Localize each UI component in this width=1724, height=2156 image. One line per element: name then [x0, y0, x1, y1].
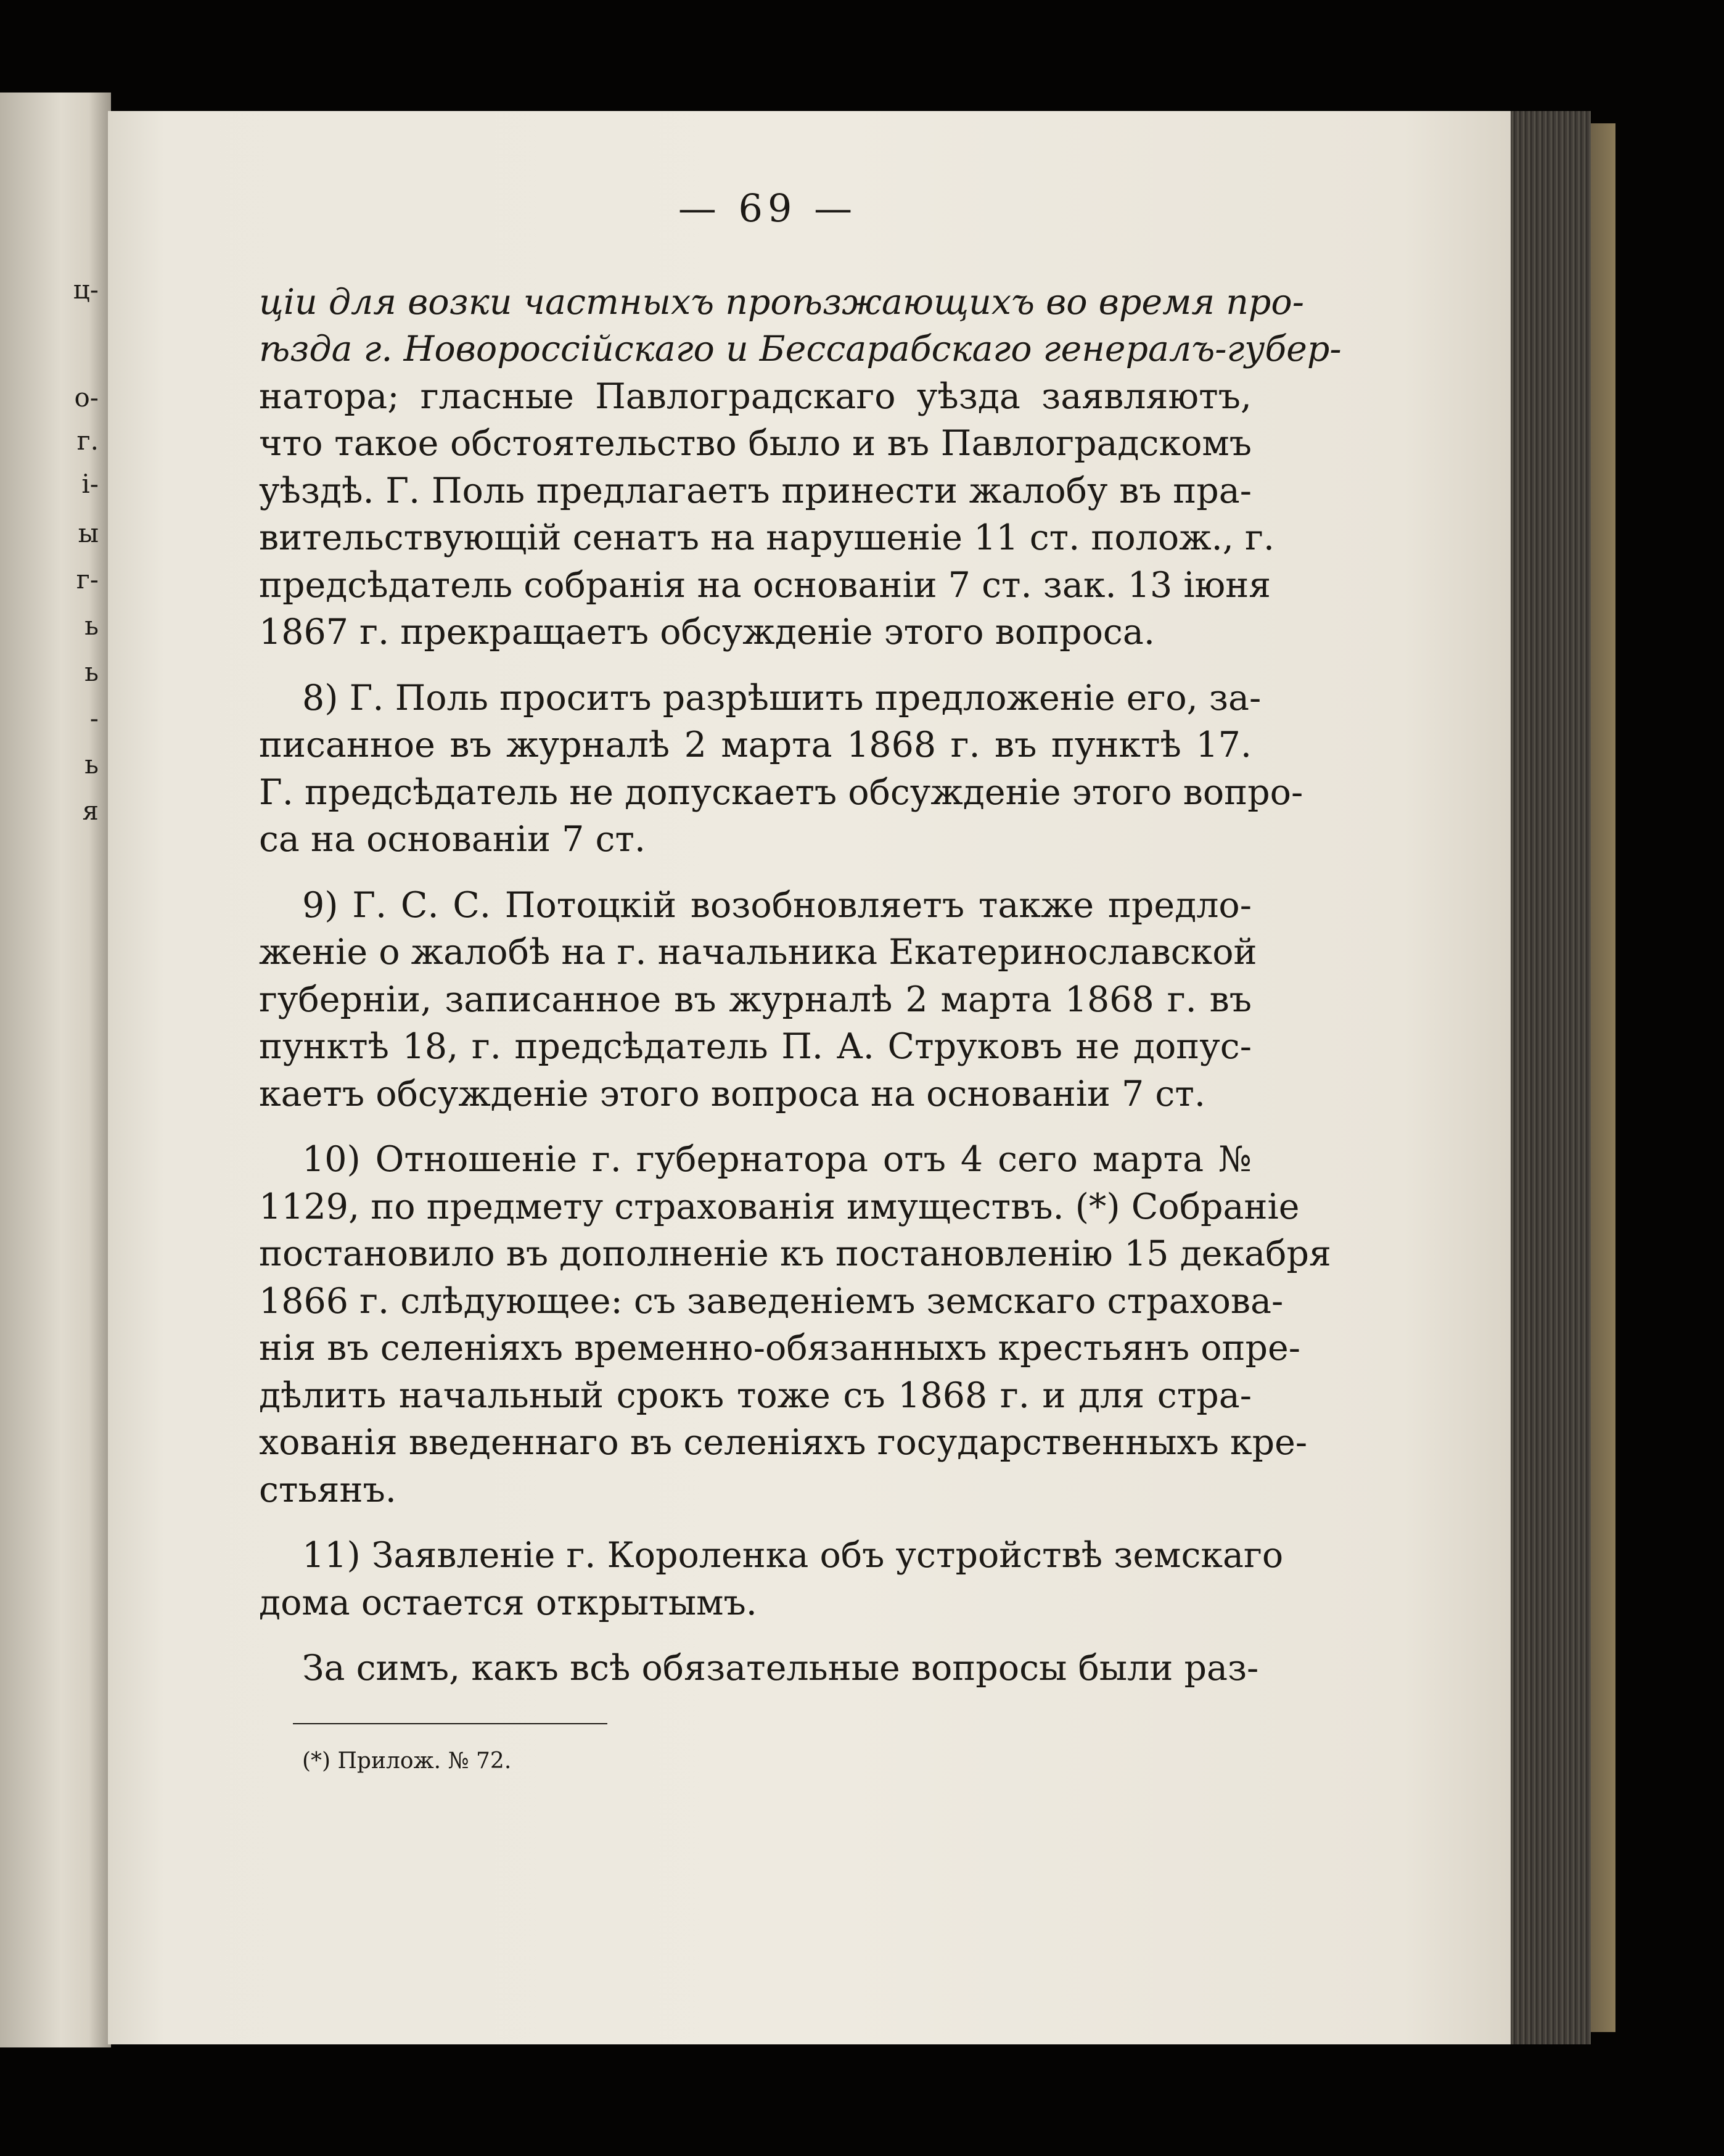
text-line: За симъ, какъ всѣ обязательные вопросы были раз-: [302, 1648, 1259, 1689]
text-line: вительствующій сенатъ на нарушеніе 11 ст. полож., г.: [259, 517, 1275, 558]
paragraph-5: [259, 1532, 1284, 1626]
text-line: 8) Г. Поль проситъ разрѣшить предложеніе его, за-: [302, 677, 1262, 718]
book-cover-edge: [1591, 123, 1615, 2032]
paragraph-3: [259, 882, 1257, 1118]
page-content: [259, 185, 1342, 1785]
text-line: женіе о жалобѣ на г. начальника Екатеринославской: [259, 932, 1257, 973]
text-line: Г. предсѣдатель не допускаетъ обсужденіе этого вопро-: [259, 771, 1303, 813]
text-line: стьянъ.: [259, 1469, 396, 1510]
left-page-edge: [0, 93, 111, 2047]
text-line: дома остается открытымъ.: [259, 1582, 757, 1623]
page-number: — 69 —: [678, 186, 858, 231]
left-page-fragment: о-: [74, 382, 99, 413]
left-page-fragment: ц-: [73, 274, 99, 305]
text-line: хованія введеннаго въ селеніяхъ государственныхъ кре-: [259, 1422, 1308, 1463]
footnote: (*) Прилож. № 72.: [302, 1748, 512, 1774]
paragraph-1: [259, 279, 1342, 656]
text-line: губерніи, записанное въ журналѣ 2 марта 1868 г. въ: [259, 979, 1252, 1020]
left-page-fragment: я: [82, 796, 99, 826]
text-line: 10) Отношеніе г. губернатора отъ 4 сего марта №: [302, 1139, 1252, 1180]
text-line: 1866 г. слѣдующее: съ заведеніемъ земскаго страхова-: [259, 1280, 1284, 1322]
left-page-fragment: ы: [78, 518, 99, 548]
text-line: натора; гласные Павлоградскаго уѣзда заявляютъ,: [259, 376, 1252, 417]
text-line: 9) Г. С. С. Потоцкій возобновляетъ также предло-: [302, 884, 1252, 926]
footnote-rule: [293, 1723, 607, 1724]
left-page-fragment: ь: [84, 657, 99, 687]
paragraph-4: [259, 1136, 1331, 1513]
paragraph-2: [259, 675, 1303, 863]
text-line: 11) Заявленіе г. Короленка объ устройствѣ земскаго: [302, 1535, 1284, 1576]
text-line: ѣзда г. Новороссійскаго и Бессарабскаго генералъ-губер-: [259, 329, 1342, 369]
left-page-fragment: г-: [76, 564, 99, 595]
text-line: 1867 г. прекращаетъ обсужденіе этого вопроса.: [259, 612, 1155, 652]
text-line: писанное въ журналѣ 2 марта 1868 г. въ пунктѣ 17.: [259, 725, 1252, 765]
text-line: пунктѣ 18, г. предсѣдатель П. А. Струковъ не допус-: [259, 1026, 1252, 1067]
text-line: 1129, по предмету страхованія имуществъ. (*) Собраніе: [259, 1186, 1300, 1227]
text-line: уѣздѣ. Г. Поль предлагаетъ принести жалобу въ пра-: [259, 470, 1252, 511]
text-line: каетъ обсужденіе этого вопроса на основаніи 7 ст.: [259, 1073, 1205, 1114]
text-line: ціи для возки частныхъ проѣзжающихъ во время про-: [259, 281, 1304, 323]
paragraph-6: [259, 1645, 1259, 1692]
left-page-fragment: і-: [81, 469, 99, 499]
text-line: нія въ селеніяхъ временно-обязанныхъ крестьянъ опре-: [259, 1328, 1301, 1368]
text-line: дѣлить начальный срокъ тоже съ 1868 г. и для стра-: [259, 1375, 1252, 1416]
text-line: са на основаніи 7 ст.: [259, 819, 646, 860]
left-page-fragment: -: [89, 703, 99, 733]
left-page-fragment: ь: [84, 749, 99, 780]
text-line: что такое обстоятельство было и въ Павлоградскомъ: [259, 423, 1252, 464]
page-block-edge: [1511, 111, 1591, 2044]
text-line: постановило въ дополненіе къ постановленію 15 декабря: [259, 1233, 1331, 1274]
left-page-fragment: ь: [84, 611, 99, 641]
text-line: предсѣдатель собранія на основаніи 7 ст. зак. 13 іюня: [259, 564, 1271, 606]
left-page-fragment: г.: [76, 426, 99, 456]
